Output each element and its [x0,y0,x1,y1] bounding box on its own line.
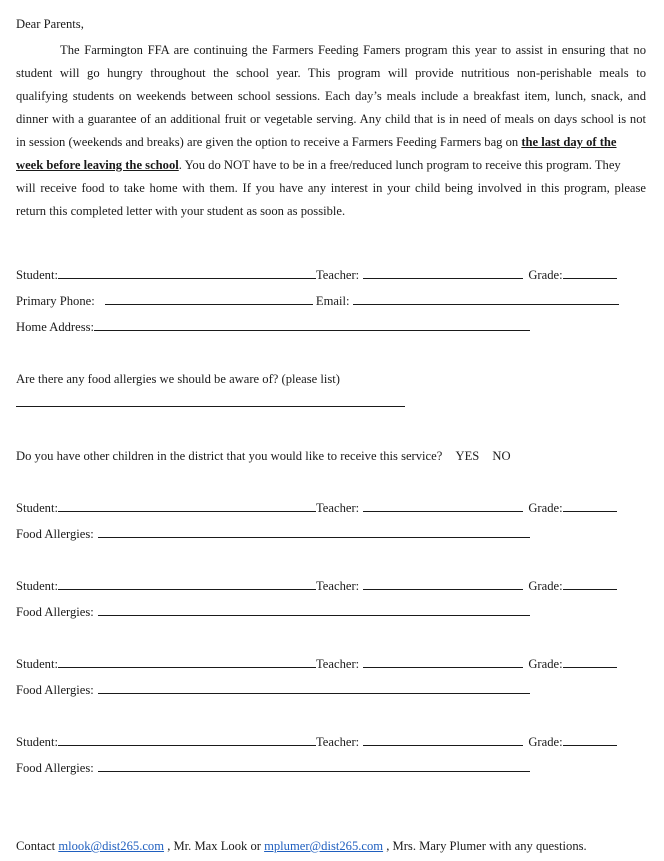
food-allergies-label: Food Allergies: [16,527,94,541]
food-allergies-field[interactable] [98,526,530,538]
contact-prefix: Contact [16,839,56,853]
student-name-field[interactable] [58,734,316,746]
allergy-question: Are there any food allergies we should be aware of? (please list) [16,372,340,386]
teacher-label: Teacher: [315,579,360,593]
student-name-field[interactable] [58,656,316,668]
grade-label: Grade: [528,579,563,593]
teacher-field[interactable] [363,267,523,279]
allergy-field[interactable] [16,395,405,407]
food-allergies-label: Food Allergies: [16,605,94,619]
sibling-student-row [16,578,617,594]
siblings-question: Do you have other children in the district that you would like to receive this service? [16,449,443,463]
phone-email-row [16,293,619,309]
address-field[interactable] [94,319,530,331]
letter-line: The Farmington FFA are continuing the Farmers Feeding Famers program this year to assist in ensuring that no [60,43,646,57]
teacher-field[interactable] [363,500,523,512]
letter-line: qualifying students on weekends between school sessions. Each day’s meals include a breakfast item, lunch, snack, and [16,89,646,103]
grade-field[interactable] [563,500,617,512]
grade-field[interactable] [563,734,617,746]
grade-label: Grade: [528,735,563,749]
teacher-label: Teacher: [315,657,360,671]
food-allergies-label: Food Allergies: [16,683,94,697]
food-allergies-label: Food Allergies: [16,761,94,775]
allergy-row [16,395,405,411]
student-label: Student: [16,735,58,749]
grade-label: Grade: [528,501,563,515]
student-name-field[interactable] [58,267,316,279]
grade-label: Grade: [528,657,563,671]
letter-text: . You do NOT have to be in a free/reduced lunch program to receive this program. They [178,158,621,172]
yes-option[interactable]: YES [455,449,480,463]
student-label: Student: [16,579,58,593]
address-label: Home Address: [16,320,95,334]
email-field[interactable] [353,293,619,305]
teacher-field[interactable] [363,734,523,746]
sibling-student-row [16,500,617,516]
email-link-plumer[interactable]: mplumer@dist265.com [264,839,384,853]
no-option[interactable]: NO [492,449,511,463]
teacher-label: Teacher: [315,268,360,282]
teacher-label: Teacher: [315,735,360,749]
contact-name-look: , Mr. Max Look or [167,839,261,853]
grade-field[interactable] [563,578,617,590]
teacher-field[interactable] [363,656,523,668]
letter-text: in session (weekends and breaks) are given the option to receive a Farmers Feeding Farmers bag on [16,135,519,149]
contact-line [16,838,587,854]
sibling-allergy-row [16,760,530,776]
teacher-field[interactable] [363,578,523,590]
phone-label: Primary Phone: [16,294,95,308]
grade-field[interactable] [563,656,617,668]
email-label: Email: [315,294,350,308]
student-name-field[interactable] [58,500,316,512]
letter-line: will receive food to take home with them. If you have any interest in your child being involved in this program, please [16,181,646,195]
contact-name-plumer: , Mrs. Mary Plumer with any questions. [386,839,587,853]
letter-emphasis: week before leaving the school [16,158,179,172]
siblings-row [16,448,511,464]
grade-field[interactable] [563,267,617,279]
food-allergies-field[interactable] [98,682,530,694]
letter-emphasis: the last day of the [521,135,617,149]
sibling-allergy-row [16,526,530,542]
sibling-allergy-row [16,604,530,620]
greeting: Dear Parents, [16,17,84,31]
sibling-allergy-row [16,682,530,698]
phone-field[interactable] [105,293,313,305]
email-link-look[interactable]: mlook@dist265.com [58,839,165,853]
food-allergies-field[interactable] [98,604,530,616]
sibling-student-row [16,656,617,672]
food-allergies-field[interactable] [98,760,530,772]
letter-line: dinner with a guarantee of an additional fruit or vegetable serving. Any child that is in need of meals on days school is not [16,112,646,126]
letter-line [16,134,617,150]
letter-line [16,157,621,173]
student-name-field[interactable] [58,578,316,590]
student-row [16,267,617,283]
letter-line: return this completed letter with your student as soon as possible. [16,204,346,218]
student-label: Student: [16,657,58,671]
student-label: Student: [16,268,58,282]
student-label: Student: [16,501,58,515]
grade-label: Grade: [528,268,563,282]
address-row [16,319,530,335]
letter-line: student will go hungry throughout the school year. This program will provide nutritious non-perishable meals to [16,66,646,80]
sibling-student-row [16,734,617,750]
teacher-label: Teacher: [315,501,360,515]
